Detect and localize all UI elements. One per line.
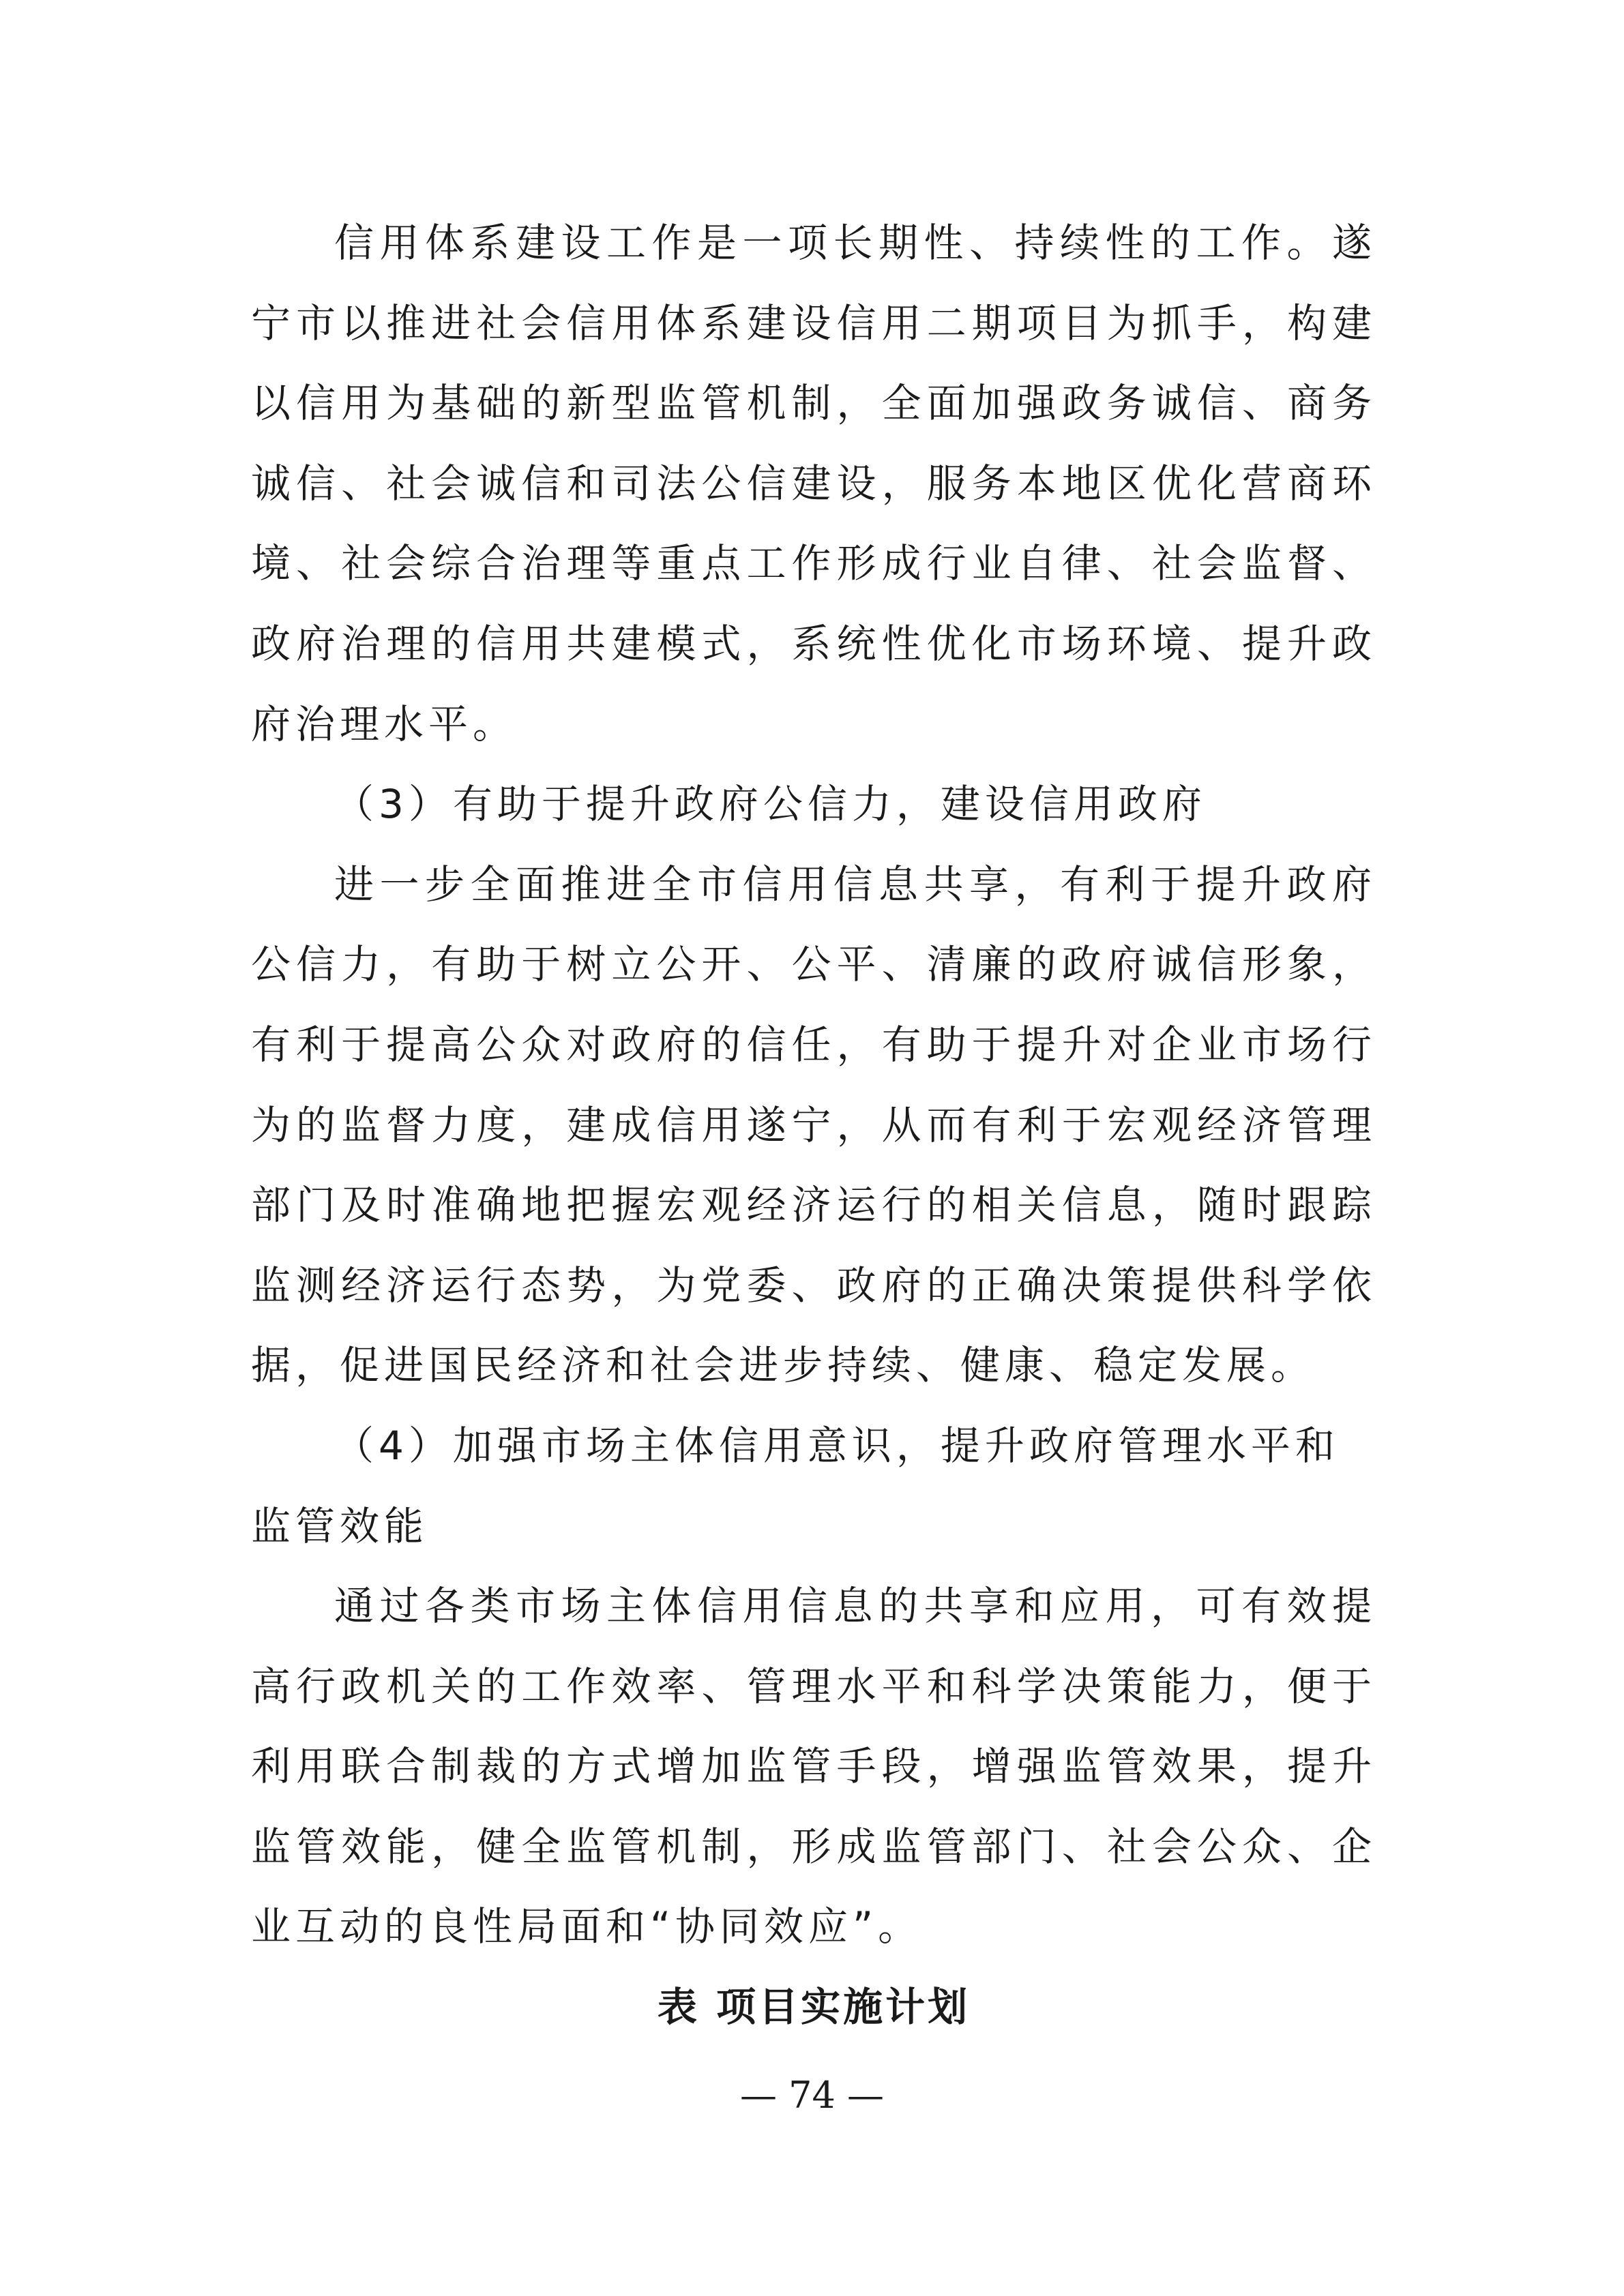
- paragraph-credit-sharing: 进一步全面推进全市信用信息共享，有利于提升政府公信力，有助于树立公开、公平、清廉的政府诚信形象，有利于提高公众对政府的信任，有助于提升对企业市场行为的监督力度，建成信用遂宁，从而有利于宏观经济管理部门及时准确地把握宏观经济运行的相关信息，随时跟踪监测经济运行态势，为党委、政府的正确决策提供科学依据，促进国民经济和社会进步持续、健康、稳定发展。: [251, 861, 1376, 1389]
- table-title: 表 项目实施计划: [657, 1984, 971, 2031]
- heading-government-credibility: （3）有助于提升政府公信力，建设信用政府: [334, 781, 1207, 828]
- heading-market-credit-awareness: （4）加强市场主体信用意识，提升政府管理水平和监管效能: [251, 1422, 1340, 1549]
- paragraph-credit-system: 信用体系建设工作是一项长期性、持续性的工作。遂宁市以推进社会信用体系建设信用二期项目为抓手，构建以信用为基础的新型监管机制，全面加强政务诚信、商务诚信、社会诚信和司法公信建设，服务本地区优化营商环境、社会综合治理等重点工作形成行业自律、社会监督、政府治理的信用共建模式，系统性优化市场环境、提升政府治理水平。: [251, 220, 1376, 747]
- document-body: [251, 203, 1376, 2048]
- page-number: — 74 —: [739, 2074, 885, 2117]
- paragraph-regulatory-efficiency: 通过各类市场主体信用信息的共享和应用，可有效提高行政机关的工作效率、管理水平和科学决策能力，便于利用联合制裁的方式增加监管手段，增强监管效果，提升监管效能，健全监管机制，形成监管部门、社会公众、企业互动的良性局面和“协同效应”。: [251, 1583, 1376, 1950]
